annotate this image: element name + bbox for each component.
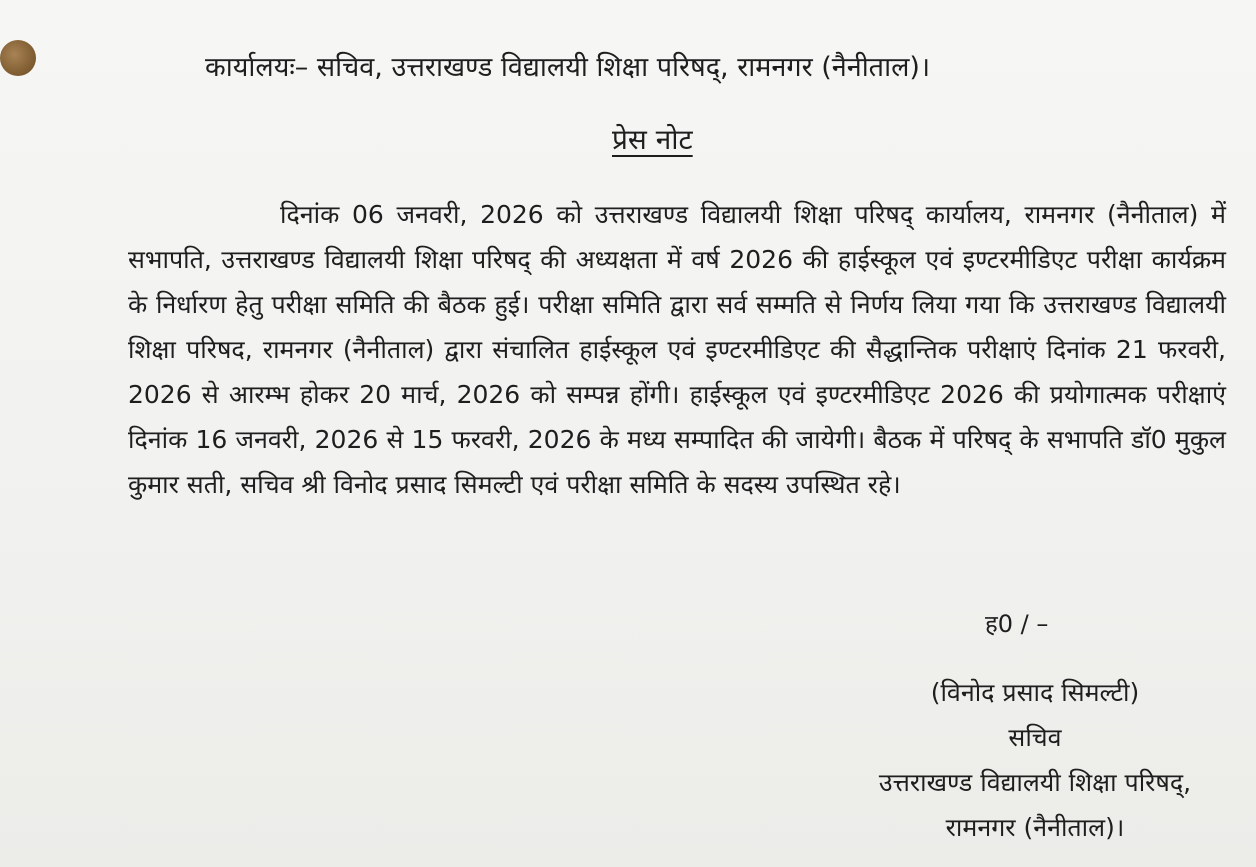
signatory-name: (विनोद प्रसाद सिमल्टी) bbox=[930, 678, 1140, 707]
press-note-title: प्रेस नोट bbox=[612, 123, 693, 156]
punch-hole-mark bbox=[0, 40, 36, 76]
signatory-organization: उत्तराखण्ड विद्यालयी शिक्षा परिषद्, bbox=[878, 768, 1192, 797]
office-header: कार्यालयः– सचिव, उत्तराखण्ड विद्यालयी शिक्षा परिषद्, रामनगर (नैनीताल)। bbox=[205, 52, 931, 83]
signatory-location: रामनगर (नैनीताल)। bbox=[945, 813, 1125, 842]
signature-block bbox=[840, 670, 1230, 850]
signatory-designation: सचिव bbox=[1008, 723, 1062, 752]
press-note-body: दिनांक 06 जनवरी, 2026 को उत्तराखण्ड विद्यालयी शिक्षा परिषद् कार्यालय, रामनगर (नैनीताल) में सभापति, उत्तराखण्ड विद्यालयी शिक्षा परिषद् की अध्यक्षता में वर्ष 2026 की हाईस्कूल एवं इण्टरमीडिएट परीक्षा कार्यक्रम के निर्धारण हेतु परीक्षा समिति की बैठक हुई। परीक्षा समिति द्वारा सर्व सम्मति से निर्णय लिया गया कि उत्तराखण्ड विद्यालयी शिक्षा परिषद, रामनगर (नैनीताल) द्वारा संचालित हाईस्कूल एवं इण्टरमीडिएट की सैद्धान्तिक परीक्षाएं दिनांक 21 फरवरी, 2026 से आरम्भ होकर 20 मार्च, 2026 को सम्पन्न होंगी। हाईस्कूल एवं इण्टरमीडिएट 2026 की प्रयोगात्मक परीक्षाएं दिनांक 16 जनवरी, 2026 से 15 फरवरी, 2026 के मध्य सम्पादित की जायेगी। बैठक में परिषद् के सभापति डॉ0 मुकुल कुमार सती, सचिव श्री विनोद प्रसाद सिमल्टी एवं परीक्षा समिति के सदस्य उपस्थित रहे। bbox=[128, 200, 1226, 499]
signed-mark: ह0 / – bbox=[985, 610, 1049, 638]
